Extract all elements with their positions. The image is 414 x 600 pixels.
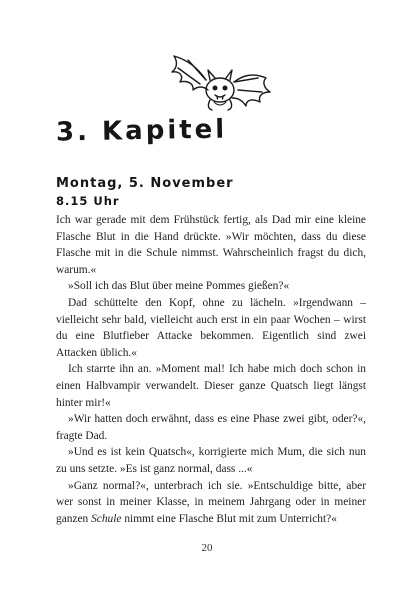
- entry-time: 8.15 Uhr: [56, 194, 120, 208]
- paragraph: »Wir hatten doch erwähnt, dass es eine Phase zwei gibt, oder?«, fragte Dad.: [56, 413, 366, 442]
- entry-date: Montag, 5. November: [56, 176, 234, 191]
- paragraph: Dad schüttelte den Kopf, ohne zu lächeln. »Irgendwann – vielleicht sehr bald, vielleicht auch erst in ein paar Wochen – wirst du eine Blutfieber Attacke bekommen. Eigentlich sind zwei Attacken üblich.«: [56, 296, 366, 359]
- paragraph: »Soll ich das Blut über meine Pommes gießen?«: [68, 280, 290, 293]
- paragraph: Ich starrte ihn an. »Moment mal! Ich habe mich doch schon in einen Halbvampir verwandelt. Dieser ganze Quatsch liegt längst hinter mir!«: [56, 363, 366, 409]
- body-text: [56, 212, 366, 527]
- emphasis-word: Schule: [91, 512, 122, 525]
- paragraph: [56, 478, 366, 528]
- paragraph-text: »Ganz normal?«, unterbrach ich sie. »Entschuldige bitte, aber wer sonst in meiner Klasse, in meinem Jahrgang oder in meiner ganzen: [56, 479, 366, 525]
- paragraph: Ich war gerade mit dem Frühstück fertig, als Dad mir eine kleine Flasche Blut in die Hand drückte. »Wir möchten, dass du diese Flasche mit in die Schule nimmst. Wahrscheinlich fragst du dich, warum.«: [56, 214, 366, 276]
- paragraph-text: nimmt eine Flasche Blut mit zum Unterricht?«: [121, 512, 337, 525]
- page-number: 20: [201, 542, 213, 554]
- chapter-title: 3. Kapitel: [55, 114, 228, 148]
- paragraph: »Und es ist kein Quatsch«, korrigierte mich Mum, die sich nun zu uns setzte. »Es ist ganz normal, dass ...«: [56, 446, 366, 475]
